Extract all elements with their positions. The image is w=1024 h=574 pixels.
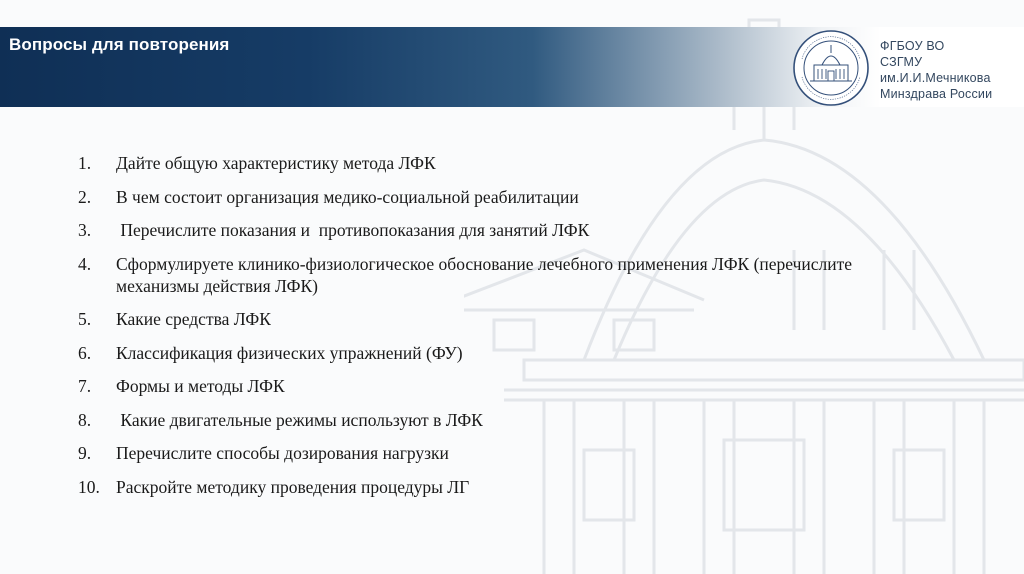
question-text: Сформулируете клинико-физиологическое обоснование лечебного применения ЛФК (перечислите механизмы действия ЛФК)	[116, 253, 853, 296]
slide-title: Вопросы для повторения	[9, 35, 230, 54]
org-line: СЗГМУ	[880, 55, 923, 69]
question-item	[78, 219, 938, 241]
question-number: 5.	[78, 309, 92, 329]
question-number: 1.	[78, 153, 92, 173]
question-item	[78, 253, 938, 297]
question-text: Формы и методы ЛФК	[116, 376, 285, 396]
question-item	[78, 308, 938, 330]
question-item	[78, 442, 938, 464]
question-text: Перечислите способы дозирования нагрузки	[116, 443, 449, 463]
question-item	[78, 186, 938, 208]
org-line: Минздрава России	[880, 87, 993, 101]
question-item	[78, 152, 938, 174]
question-number: 4.	[78, 253, 92, 274]
question-item	[78, 476, 938, 498]
question-item	[78, 375, 938, 397]
question-number: 10.	[78, 476, 100, 497]
question-text: Классификация физических упражнений (ФУ)	[116, 342, 463, 363]
question-text: В чем состоит организация медико-социальной реабилитации	[116, 186, 579, 207]
question-number: 9.	[78, 443, 92, 463]
question-item	[78, 342, 938, 364]
question-number: 2.	[78, 186, 92, 207]
org-line: ФГБОУ ВО	[880, 39, 945, 53]
organization-name	[880, 38, 992, 102]
question-text: Дайте общую характеристику метода ЛФК	[116, 153, 436, 173]
question-text: Какие двигательные режимы используют в ЛФК	[116, 409, 483, 430]
question-text: Какие средства ЛФК	[116, 309, 271, 329]
question-item	[78, 409, 938, 431]
question-number: 3.	[78, 220, 92, 240]
question-number: 8.	[78, 409, 92, 430]
question-number: 6.	[78, 342, 92, 363]
questions-list	[78, 152, 938, 509]
question-number: 7.	[78, 376, 92, 396]
university-seal-logo	[792, 29, 870, 107]
org-line: им.И.И.Мечникова	[880, 71, 991, 85]
question-text: Перечислите показания и противопоказания для занятий ЛФК	[116, 220, 590, 240]
question-text: Раскройте методику проведения процедуры ЛГ	[116, 476, 470, 497]
